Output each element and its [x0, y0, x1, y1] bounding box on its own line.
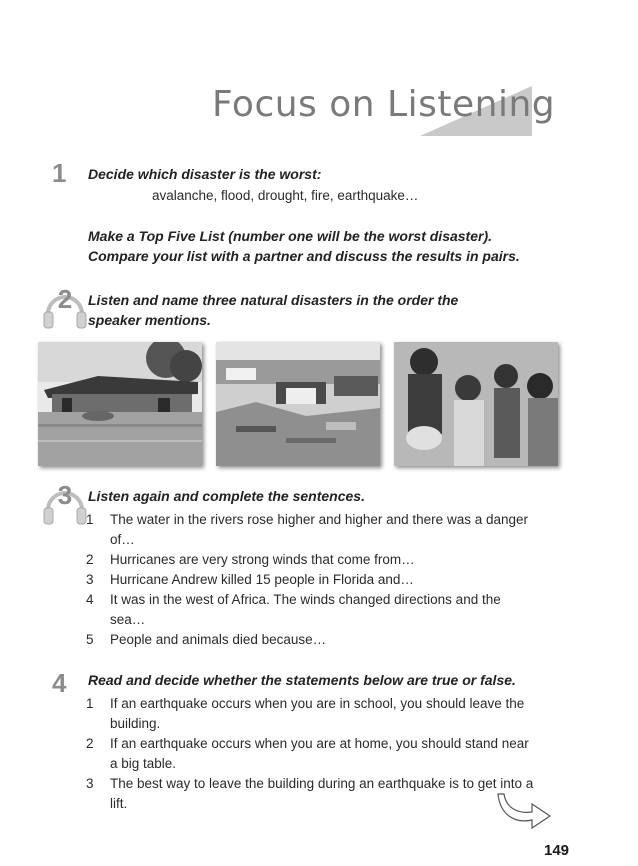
item-number: 2: [86, 552, 94, 567]
item-number: 3: [86, 776, 94, 791]
item-text: It was in the west of Africa. The winds changed directions and the sea…: [110, 592, 501, 627]
task-3-list: [86, 510, 536, 650]
curved-arrow-icon[interactable]: [494, 792, 554, 832]
list-item: [86, 570, 536, 590]
item-text: If an earthquake occurs when you are in school, you should leave the building.: [110, 696, 525, 731]
item-number: 4: [86, 592, 94, 607]
task-number-1: 1: [52, 158, 67, 188]
item-text: The best way to leave the building during an earthquake is to get into a lift.: [110, 776, 534, 811]
item-number: 1: [86, 512, 94, 527]
task-3-instruction: Listen again and complete the sentences.: [88, 488, 365, 504]
page-title: Focus on Listening: [212, 84, 556, 125]
item-number: 5: [86, 632, 94, 647]
list-item: [86, 774, 536, 814]
task-number-3-badge: [40, 478, 90, 528]
task-number-2-badge: [40, 282, 90, 332]
item-text: Hurricanes are very strong winds that come from…: [110, 552, 415, 567]
task-2-line-1: Listen and name three natural disasters in the order the: [88, 292, 459, 308]
list-item: [86, 510, 536, 550]
list-item: [86, 734, 536, 774]
task-number-2: 2: [57, 284, 73, 314]
drought-people-photo: [394, 342, 558, 466]
task-number-4: 4: [52, 668, 67, 698]
task-2-line-2: speaker mentions.: [88, 312, 211, 328]
list-item: [86, 630, 536, 650]
task-number-3: 3: [57, 480, 73, 510]
task-1-line-2: Compare your list with a partner and discuss the results in pairs.: [88, 248, 520, 264]
item-number: 2: [86, 736, 94, 751]
item-number: 3: [86, 572, 94, 587]
task-1-options: avalanche, flood, drought, fire, earthquake…: [152, 188, 419, 203]
list-item: [86, 694, 536, 734]
task-4-list: [86, 694, 536, 814]
task-4-instruction: Read and decide whether the statements below are true or false.: [88, 672, 516, 688]
list-item: [86, 550, 536, 570]
item-text: People and animals died because…: [110, 632, 327, 647]
list-item: [86, 590, 536, 630]
item-text: Hurricane Andrew killed 15 people in Florida and…: [110, 572, 414, 587]
task-1-instruction: Decide which disaster is the worst:: [88, 166, 322, 182]
page-number: 149: [544, 842, 570, 859]
destroyed-town-photo: [216, 342, 380, 466]
item-number: 1: [86, 696, 94, 711]
item-text: If an earthquake occurs when you are at home, you should stand near a big table.: [110, 736, 529, 771]
item-text: The water in the rivers rose higher and higher and there was a danger of…: [110, 512, 528, 547]
task-1-line-1: Make a Top Five List (number one will be the worst disaster).: [88, 228, 493, 244]
flood-photo: [38, 342, 202, 466]
